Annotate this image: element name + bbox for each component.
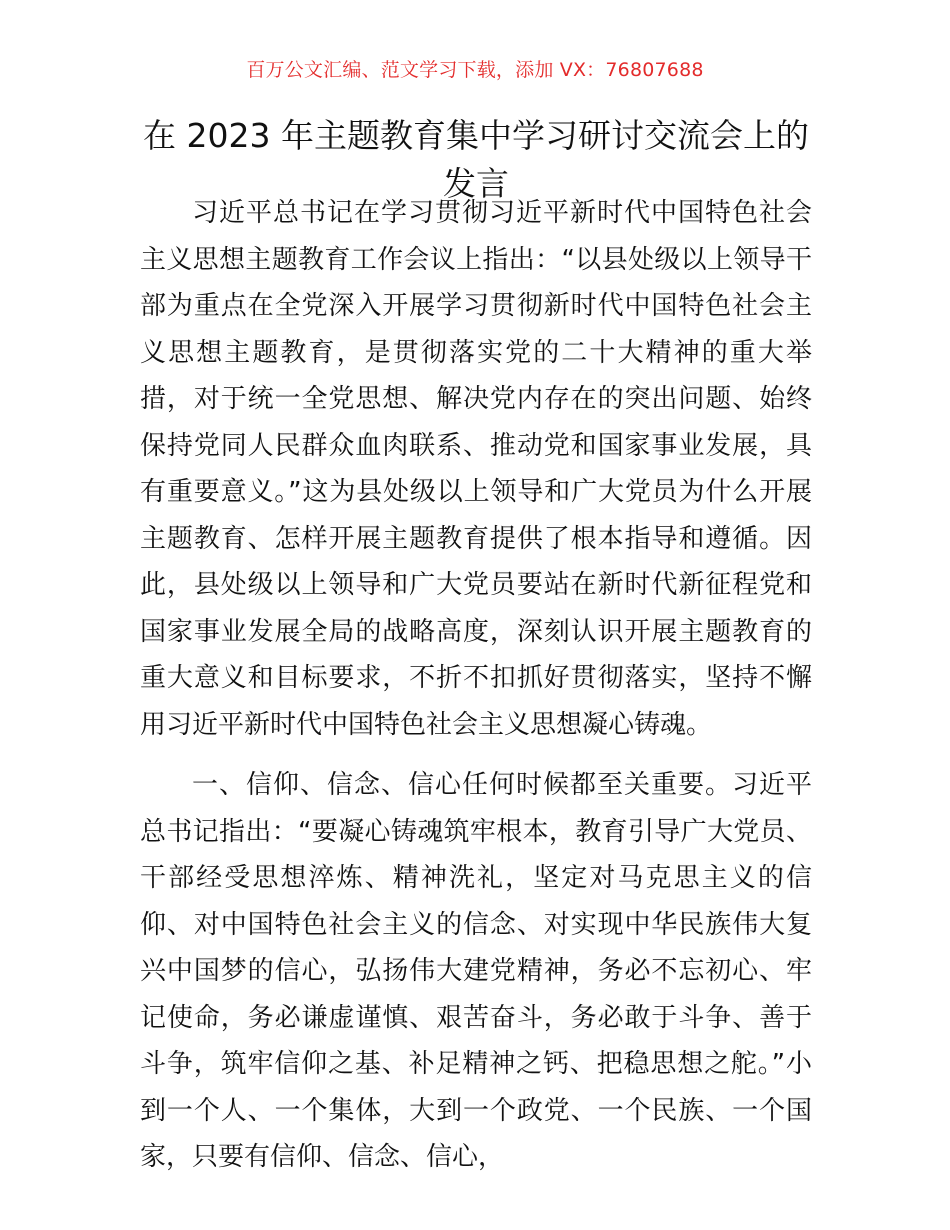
paragraph-section-one: 一、信仰、信念、信心任何时候都至关重要。习近平总书记指出：“要凝心铸魂筑牢根本，教育引导广大党员、干部经受思想淬炼、精神洗礼，坚定对马克思主义的信仰、对中国特色社会主义的信念、对实现中华民族伟大复兴中国梦的信心，弘扬伟大建党精神，务必不忘初心、牢记使命，务必谦虚谨慎、艰苦奋斗，务必敢于斗争、善于斗争，筑牢信仰之基、补足精神之钙、把稳思想之舵。”小到一个人、一个集体，大到一个政党、一个民族、一个国家，只要有信仰、信念、信心，	[140, 770, 812, 1172]
paragraph-intro: 习近平总书记在学习贯彻习近平新时代中国特色社会主义思想主题教育工作会议上指出：“以县处级以上领导干部为重点在全党深入开展学习贯彻新时代中国特色社会主义思想主题教育，是贯彻落实党的二十大精神的重大举措，对于统一全党思想、解决党内存在的突出问题、始终保持党同人民群众血肉联系、推动党和国家事业发展，具有重要意义。”这为县处级以上领导和广大党员为什么开展主题教育、怎样开展主题教育提供了根本指导和遵循。因此，县处级以上领导和广大党员要站在新时代新征程党和国家事业发展全局的战略高度，深刻认识开展主题教育的重大意义和目标要求，不折不扣抓好贯彻落实，坚持不懈用习近平新时代中国特色社会主义思想凝心铸魂。	[140, 198, 812, 740]
document-title: 在 2023 年主题教育集中学习研讨交流会上的发言	[143, 116, 809, 203]
document-body	[140, 190, 812, 1195]
header-notice: 百万公文汇编、范文学习下载，添加 VX：76807688	[246, 59, 704, 81]
